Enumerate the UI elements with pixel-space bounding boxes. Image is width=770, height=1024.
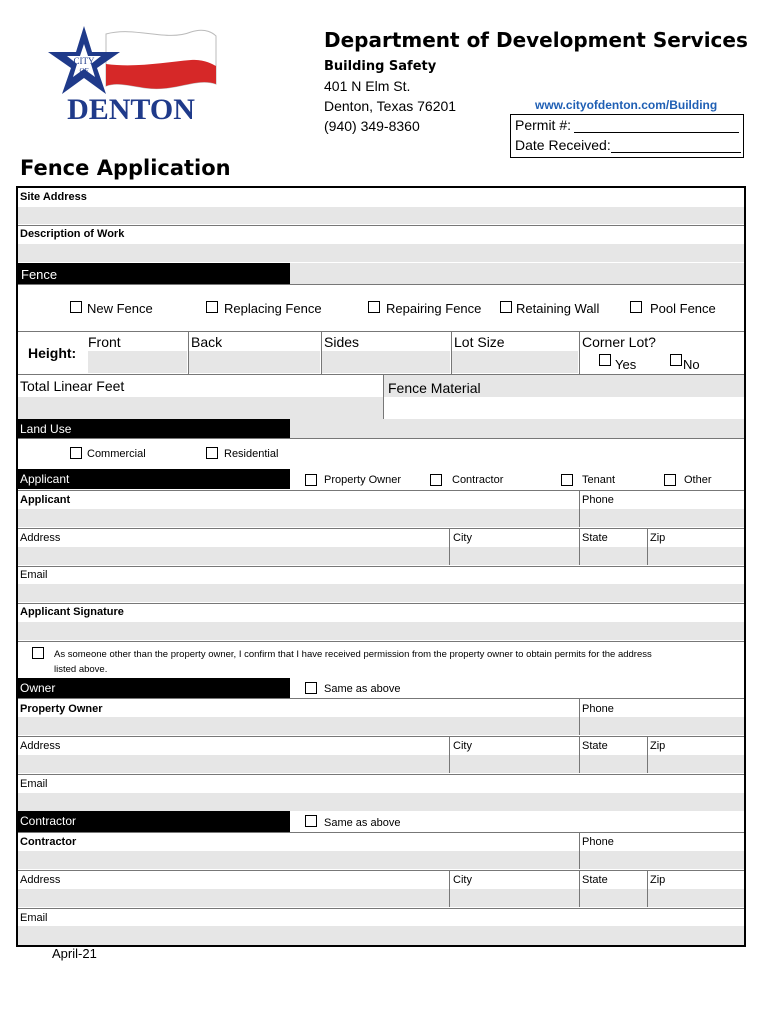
owner-state-field[interactable]	[580, 755, 647, 773]
repairing-fence-label: Repairing Fence	[386, 301, 482, 316]
residential-checkbox[interactable]	[206, 447, 218, 459]
contractor-address-field[interactable]	[18, 889, 449, 907]
contractor-same-as-above-checkbox[interactable]	[305, 815, 317, 827]
permit-number-field[interactable]	[574, 132, 739, 133]
logo-city-text: CITY	[73, 56, 95, 66]
owner-zip-field[interactable]	[648, 755, 744, 773]
contractor-name-field[interactable]	[18, 851, 579, 869]
office-phone: (940) 349-8360	[324, 118, 420, 134]
owner-same-as-above-checkbox[interactable]	[305, 682, 317, 694]
owner-zip-label: Zip	[650, 740, 666, 752]
applicant-email-field[interactable]	[18, 584, 744, 602]
applicant-signature-field[interactable]	[18, 622, 744, 640]
contractor-phone-field[interactable]	[580, 851, 744, 869]
site-address-field[interactable]	[18, 207, 744, 224]
owner-state-label: State	[582, 740, 608, 752]
applicant-zip-field[interactable]	[648, 547, 744, 565]
contractor-name-label: Contractor	[20, 836, 77, 848]
contractor-email-label: Email	[20, 912, 48, 924]
pool-fence-checkbox[interactable]	[630, 301, 642, 313]
owner-same-as-above-label: Same as above	[324, 683, 401, 695]
corner-lot-yes-checkbox[interactable]	[599, 354, 611, 366]
sides-height-field[interactable]	[322, 351, 450, 373]
city-of-denton-logo	[26, 22, 221, 127]
department-title: Department of Development Services	[324, 28, 748, 52]
property-owner-name-label: Property Owner	[20, 703, 103, 715]
applicant-phone-label: Phone	[582, 494, 614, 506]
permit-number-label: Permit #:	[515, 117, 572, 133]
contractor-phone-label: Phone	[582, 836, 614, 848]
tenant-role-label: Tenant	[582, 474, 616, 486]
commercial-checkbox[interactable]	[70, 447, 82, 459]
front-label: Front	[88, 334, 121, 350]
contractor-email-field[interactable]	[18, 926, 744, 945]
fence-material-field[interactable]	[384, 397, 744, 419]
back-height-field[interactable]	[189, 351, 320, 373]
total-linear-feet-label: Total Linear Feet	[20, 378, 125, 394]
repairing-fence-checkbox[interactable]	[368, 301, 380, 313]
site-address-label: Site Address	[20, 191, 87, 203]
fence-header-label: Fence	[21, 267, 58, 282]
applicant-address-field[interactable]	[18, 547, 449, 565]
fence-material-label: Fence Material	[388, 380, 481, 396]
owner-email-label: Email	[20, 778, 48, 790]
height-label: Height:	[28, 345, 77, 361]
applicant-header-label: Applicant	[20, 472, 70, 486]
applicant-city-label: City	[453, 532, 472, 544]
front-height-field[interactable]	[88, 351, 187, 373]
retaining-wall-label: Retaining Wall	[516, 301, 600, 316]
applicant-address-label: Address	[20, 532, 61, 544]
new-fence-label: New Fence	[87, 301, 153, 316]
owner-permission-checkbox[interactable]	[32, 647, 44, 659]
replacing-fence-label: Replacing Fence	[224, 301, 322, 316]
lot-size-label: Lot Size	[454, 334, 505, 350]
owner-section-header	[18, 678, 290, 698]
form-title: Fence Application	[20, 156, 231, 180]
description-field[interactable]	[18, 244, 744, 262]
other-role-checkbox[interactable]	[664, 474, 676, 486]
property-owner-name-field[interactable]	[18, 717, 579, 735]
logo-denton-text: DENTON	[67, 93, 195, 126]
revision-date: April-21	[52, 946, 97, 961]
contractor-section-header	[18, 811, 290, 832]
applicant-signature-label: Applicant Signature	[20, 606, 124, 618]
street-address: 401 N Elm St.	[324, 78, 411, 94]
applicant-section-header	[18, 469, 290, 489]
date-received-field[interactable]	[611, 152, 741, 153]
date-received-label: Date Received:	[515, 137, 611, 153]
contractor-city-field[interactable]	[450, 889, 579, 907]
logo-of-text: OF	[79, 67, 89, 75]
owner-email-field[interactable]	[18, 793, 744, 811]
sides-label: Sides	[324, 334, 360, 350]
lot-size-field[interactable]	[452, 351, 578, 373]
pool-fence-label: Pool Fence	[650, 301, 716, 316]
residential-label: Residential	[224, 448, 279, 460]
corner-lot-yes-label: Yes	[615, 357, 637, 372]
applicant-city-field[interactable]	[450, 547, 579, 565]
contractor-state-field[interactable]	[580, 889, 647, 907]
owner-address-label: Address	[20, 740, 61, 752]
contractor-same-as-above-label: Same as above	[324, 817, 401, 829]
owner-phone-label: Phone	[582, 703, 614, 715]
corner-lot-label: Corner Lot?	[582, 334, 656, 350]
owner-permission-text-line2: listed above.	[54, 664, 108, 675]
applicant-state-field[interactable]	[580, 547, 647, 565]
contractor-address-label: Address	[20, 874, 61, 886]
fence-section-header	[18, 263, 290, 284]
other-role-label: Other	[684, 474, 712, 486]
city-state-zip: Denton, Texas 76201	[324, 98, 457, 114]
total-linear-feet-field[interactable]	[18, 397, 383, 419]
corner-lot-no-label: No	[683, 357, 700, 372]
owner-phone-field[interactable]	[580, 717, 744, 735]
new-fence-checkbox[interactable]	[70, 301, 82, 313]
land-use-section-header	[18, 419, 290, 438]
contractor-state-label: State	[582, 874, 608, 886]
applicant-phone-field[interactable]	[580, 509, 744, 527]
office-use-box	[510, 114, 744, 158]
owner-city-label: City	[453, 740, 472, 752]
contractor-zip-field[interactable]	[648, 889, 744, 907]
owner-permission-text-line1: As someone other than the property owner, I confirm that I have received permission from the property owner to obtain permits for the address	[54, 649, 652, 660]
property-owner-role-label: Property Owner	[324, 474, 402, 486]
contractor-role-label: Contractor	[452, 474, 504, 486]
owner-address-field[interactable]	[18, 755, 449, 773]
fence-application-form	[16, 186, 746, 947]
retaining-wall-checkbox[interactable]	[500, 301, 512, 313]
commercial-label: Commercial	[87, 448, 146, 460]
applicant-state-label: State	[582, 532, 608, 544]
description-label: Description of Work	[20, 228, 125, 240]
contractor-zip-label: Zip	[650, 874, 666, 886]
applicant-name-field[interactable]	[18, 509, 579, 527]
contractor-role-checkbox[interactable]	[430, 474, 442, 486]
website-link[interactable]: www.cityofdenton.com/Building	[535, 98, 718, 112]
back-label: Back	[191, 334, 223, 350]
applicant-name-label: Applicant	[20, 494, 71, 506]
division-title: Building Safety	[324, 59, 437, 74]
applicant-zip-label: Zip	[650, 532, 666, 544]
tenant-checkbox[interactable]	[561, 474, 573, 486]
property-owner-checkbox[interactable]	[305, 474, 317, 486]
replacing-fence-checkbox[interactable]	[206, 301, 218, 313]
owner-header-label: Owner	[20, 681, 56, 695]
land-use-header-label: Land Use	[20, 422, 72, 436]
contractor-header-label: Contractor	[20, 814, 77, 828]
owner-city-field[interactable]	[450, 755, 579, 773]
contractor-city-label: City	[453, 874, 472, 886]
corner-lot-no-checkbox[interactable]	[670, 354, 682, 366]
applicant-email-label: Email	[20, 569, 48, 581]
